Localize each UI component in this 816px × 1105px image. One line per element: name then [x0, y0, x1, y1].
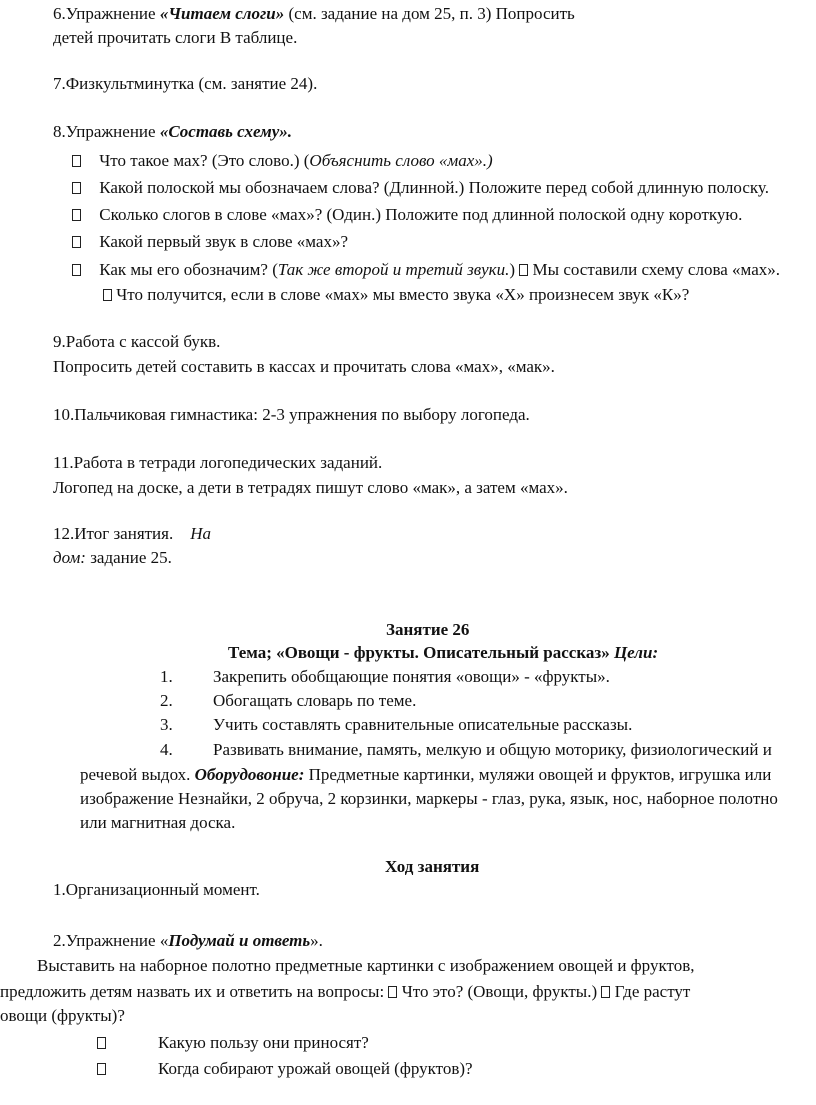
ex8-heading — [53, 120, 292, 144]
para2-a: предложить детям назвать их и ответить на вопросы: — [0, 982, 389, 1001]
ex8-extra-text: Что получится, если в слове «мах» мы вместо звука «Х» произнесем звук «К»? — [112, 285, 690, 304]
ex11-line1: 11.Работа в тетради логопедических заданий. — [53, 453, 383, 472]
question-1 — [97, 1031, 369, 1055]
checkbox-icon — [72, 236, 81, 248]
ex8-item-3-text: Сколько слогов в слове «мах»? (Один.) Положите под длинной полоской одну короткую. — [99, 205, 743, 224]
ex12-italic: На — [190, 524, 212, 543]
checkbox-icon — [97, 1063, 106, 1075]
progress-step-2 — [53, 929, 323, 953]
goal-3-text: Учить составлять сравнительные описательные рассказы. — [213, 715, 633, 734]
checkbox-icon — [72, 209, 81, 221]
progress-para-1: Выставить на наборное полотно предметные картинки с изображением овощей и фруктов, — [37, 956, 695, 975]
ex9-line1: 9.Работа с кассой букв. — [53, 332, 221, 351]
question-1-text: Какую пользу они приносят? — [158, 1033, 369, 1052]
ex8-title: «Составь схему». — [159, 122, 293, 141]
ex8-item-1-text: Что такое мах? (Это слово.) ( — [99, 151, 310, 170]
progress-step-1: 1.Организационный момент. — [53, 880, 260, 899]
para2-c: Где растут — [610, 982, 691, 1001]
step2-prefix: 2.Упражнение « — [53, 931, 169, 950]
ex12-text: 12.Итог занятия. — [53, 524, 174, 543]
progress-para-2 — [0, 980, 690, 1004]
ex6-suffix: (см. задание на дом 25, п. 3) Попросить — [284, 4, 575, 23]
goal-4-text: Развивать внимание, память, мелкую и общую моторику, физиологический и — [213, 740, 772, 759]
goal-4-cont-text: речевой выдох. — [80, 765, 195, 784]
goal-2-num: 2. — [160, 691, 173, 710]
ex7-line: 7.Физкультминутка (см. занятие 24). — [53, 74, 318, 93]
ex6-title: «Читаем слоги» — [159, 4, 285, 23]
progress-para-3: овощи (фрукты)? — [0, 1006, 125, 1025]
ex8-item-5-text: Как мы его обозначим? ( — [99, 260, 278, 279]
ex8-item-2 — [72, 176, 769, 200]
ex8-item-2-text: Какой полоской мы обозначаем слова? (Длинной.) Положите перед собой длинную полоску. — [99, 178, 769, 197]
ex6-line2: детей прочитать слоги В таблице. — [53, 28, 298, 47]
progress-heading: Ход занятия — [385, 857, 480, 876]
ex8-item-5 — [72, 258, 780, 282]
equipment-text-2: изображение Незнайки, 2 обруча, 2 корзинки, маркеры - глаз, рука, язык, нос, наборное полотно — [80, 789, 778, 808]
goal-1-text: Закрепить обобщающие понятия «овощи» - «фрукты». — [213, 667, 610, 686]
ex8-item-4-text: Какой первый звук в слове «мах»? — [99, 232, 349, 251]
goal-2-text: Обогащать словарь по теме. — [213, 691, 417, 710]
goal-3-num: 3. — [160, 715, 173, 734]
step2-suffix: ». — [310, 931, 323, 950]
ex8-item-5-rest: ) — [509, 260, 520, 279]
goals-label: Цели: — [613, 643, 659, 662]
ex6-line1 — [53, 2, 575, 26]
question-2-text: Когда собирают урожай овощей (фруктов)? — [158, 1059, 473, 1078]
ex12-text-2: задание 25. — [85, 548, 172, 567]
ex8-item-4 — [72, 230, 348, 254]
equipment-label: Оборудовоние: — [194, 765, 305, 784]
checkbox-icon — [519, 264, 528, 276]
ex9-line2: Попросить детей составить в кассах и прочитать слова «мах», «мак». — [53, 357, 555, 376]
ex12-line1 — [53, 522, 211, 546]
ex6-number: 6. — [53, 4, 66, 23]
ex8-item-1-italic: Объяснить слово «мах».) — [309, 151, 493, 170]
checkbox-icon — [72, 155, 81, 167]
ex8-item-5-after: Мы составили схему слова «мах». — [528, 260, 780, 279]
checkbox-icon — [103, 289, 112, 301]
ex11-line2: Логопед на доске, а дети в тетрадях пишут слово «мак», а затем «мах». — [53, 478, 568, 497]
checkbox-icon — [72, 264, 81, 276]
lesson-topic — [228, 641, 658, 665]
ex8-item-1 — [72, 149, 493, 173]
goal-1-num: 1. — [160, 667, 173, 686]
ex12-line2 — [53, 546, 172, 570]
lesson-topic-text: Тема; «Овощи - фрукты. Описательный рассказ» — [228, 643, 610, 662]
ex10-line: 10.Пальчиковая гимнастика: 2-3 упражнения по выбору логопеда. — [53, 405, 530, 424]
checkbox-icon — [72, 182, 81, 194]
ex12-italic-2: дом: — [53, 548, 86, 567]
ex8-item-5-italic: Так же второй и третий звуки. — [277, 260, 510, 279]
equipment-text-3: или магнитная доска. — [80, 813, 236, 832]
goal-4-num: 4. — [160, 740, 173, 759]
ex6-prefix: Упражнение — [65, 4, 160, 23]
para2-b: Что это? (Овощи, фрукты.) — [397, 982, 602, 1001]
checkbox-icon — [97, 1037, 106, 1049]
ex8-prefix: 8.Упражнение — [53, 122, 160, 141]
ex8-extra — [103, 283, 689, 307]
question-2 — [97, 1057, 473, 1081]
lesson-heading: Занятие 26 — [386, 620, 470, 639]
equipment-text-1: Предметные картинки, муляжи овощей и фруктов, игрушка или — [304, 765, 772, 784]
goal-4-cont — [80, 763, 771, 787]
step2-title: Подумай и ответь — [168, 931, 311, 950]
ex8-item-3 — [72, 203, 742, 227]
